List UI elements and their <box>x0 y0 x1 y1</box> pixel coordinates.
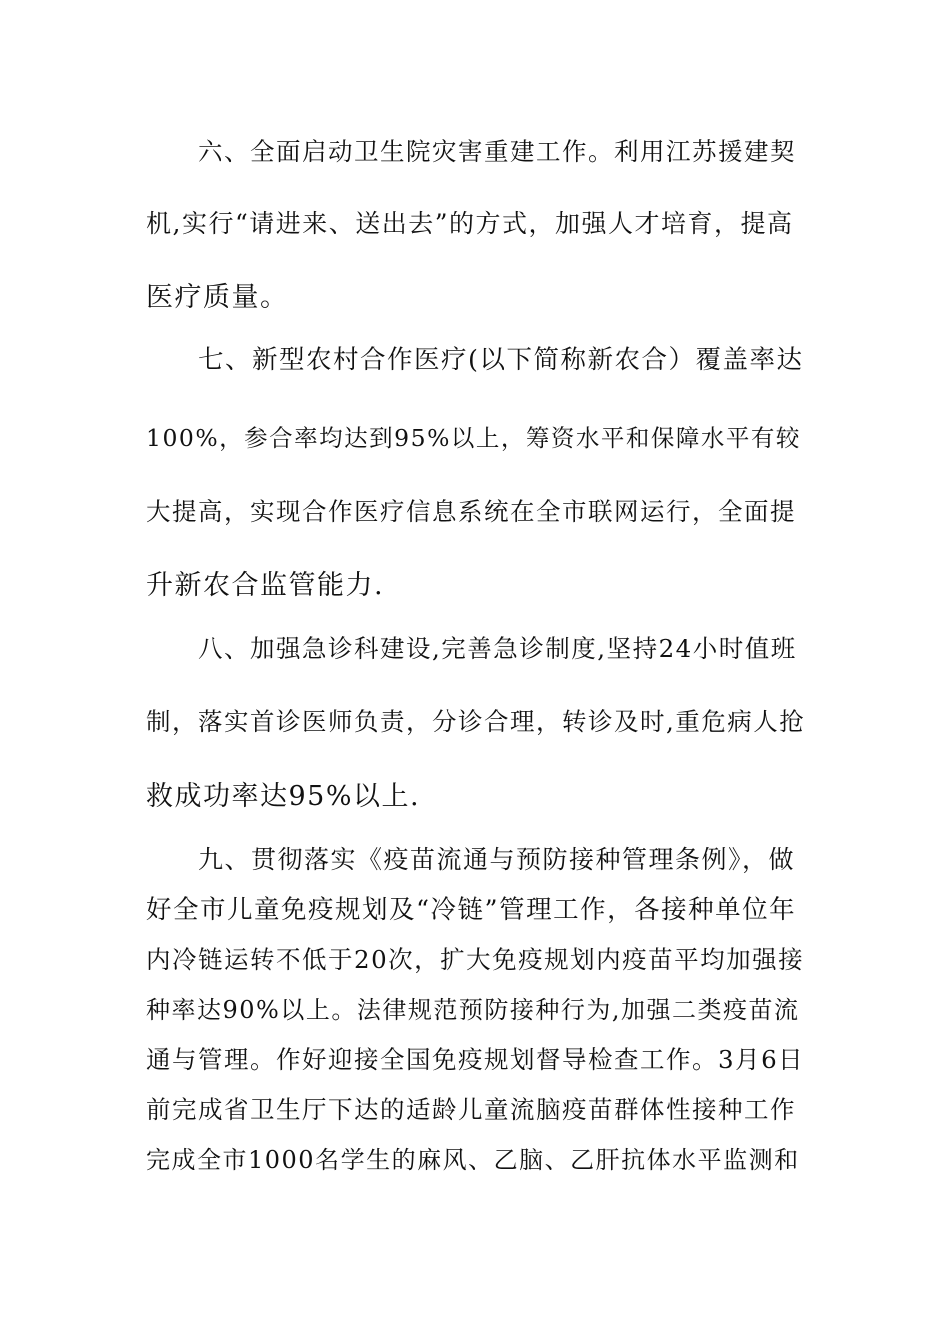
paragraph-line: 制，落实首诊医师负责，分诊合理，转诊及时,重危病人抢 <box>146 707 806 736</box>
paragraph-line: 医疗质量。 <box>146 282 289 313</box>
paragraph-line: 机,实行“请进来、送出去”的方式，加强人才培育，提高 <box>146 209 794 238</box>
paragraph-line: 六、全面启动卫生院灾害重建工作。利用江苏援建契 <box>198 137 796 166</box>
paragraph-line: 大提高，实现合作医疗信息系统在全市联网运行，全面提 <box>146 497 796 526</box>
paragraph-line: 九、贯彻落实《疫苗流通与预防接种管理条例》，做 <box>198 845 796 874</box>
paragraph-line: 八、加强急诊科建设,完善急诊制度,坚持24小时值班 <box>198 634 797 663</box>
paragraph-line: 升新农合监管能力. <box>146 570 385 601</box>
paragraph-line: 好全市儿童免疫规划及“冷链”管理工作，各接种单位年 <box>146 895 797 925</box>
paragraph-line: 七、新型农村合作医疗(以下简称新农合）覆盖率达 <box>198 345 804 375</box>
paragraph-line: 前完成省卫生厅下达的适龄儿童流脑疫苗群体性接种工作 <box>146 1095 796 1124</box>
paragraph-line: 完成全市1000名学生的麻风、乙脑、乙肝抗体水平监测和 <box>146 1146 800 1174</box>
paragraph-line: 内冷链运转不低于20次，扩大免疫规划内疫苗平均加强接 <box>146 945 805 974</box>
paragraph-line: 100%，参合率均达到95%以上，筹资水平和保障水平有较 <box>146 424 801 452</box>
paragraph-line: 通与管理。作好迎接全国免疫规划督导检查工作。3月6日 <box>146 1045 805 1074</box>
paragraph-line: 种率达90%以上。法律规范预防接种行为,加强二类疫苗流 <box>146 996 800 1024</box>
paragraph-line: 救成功率达95%以上. <box>146 781 421 812</box>
